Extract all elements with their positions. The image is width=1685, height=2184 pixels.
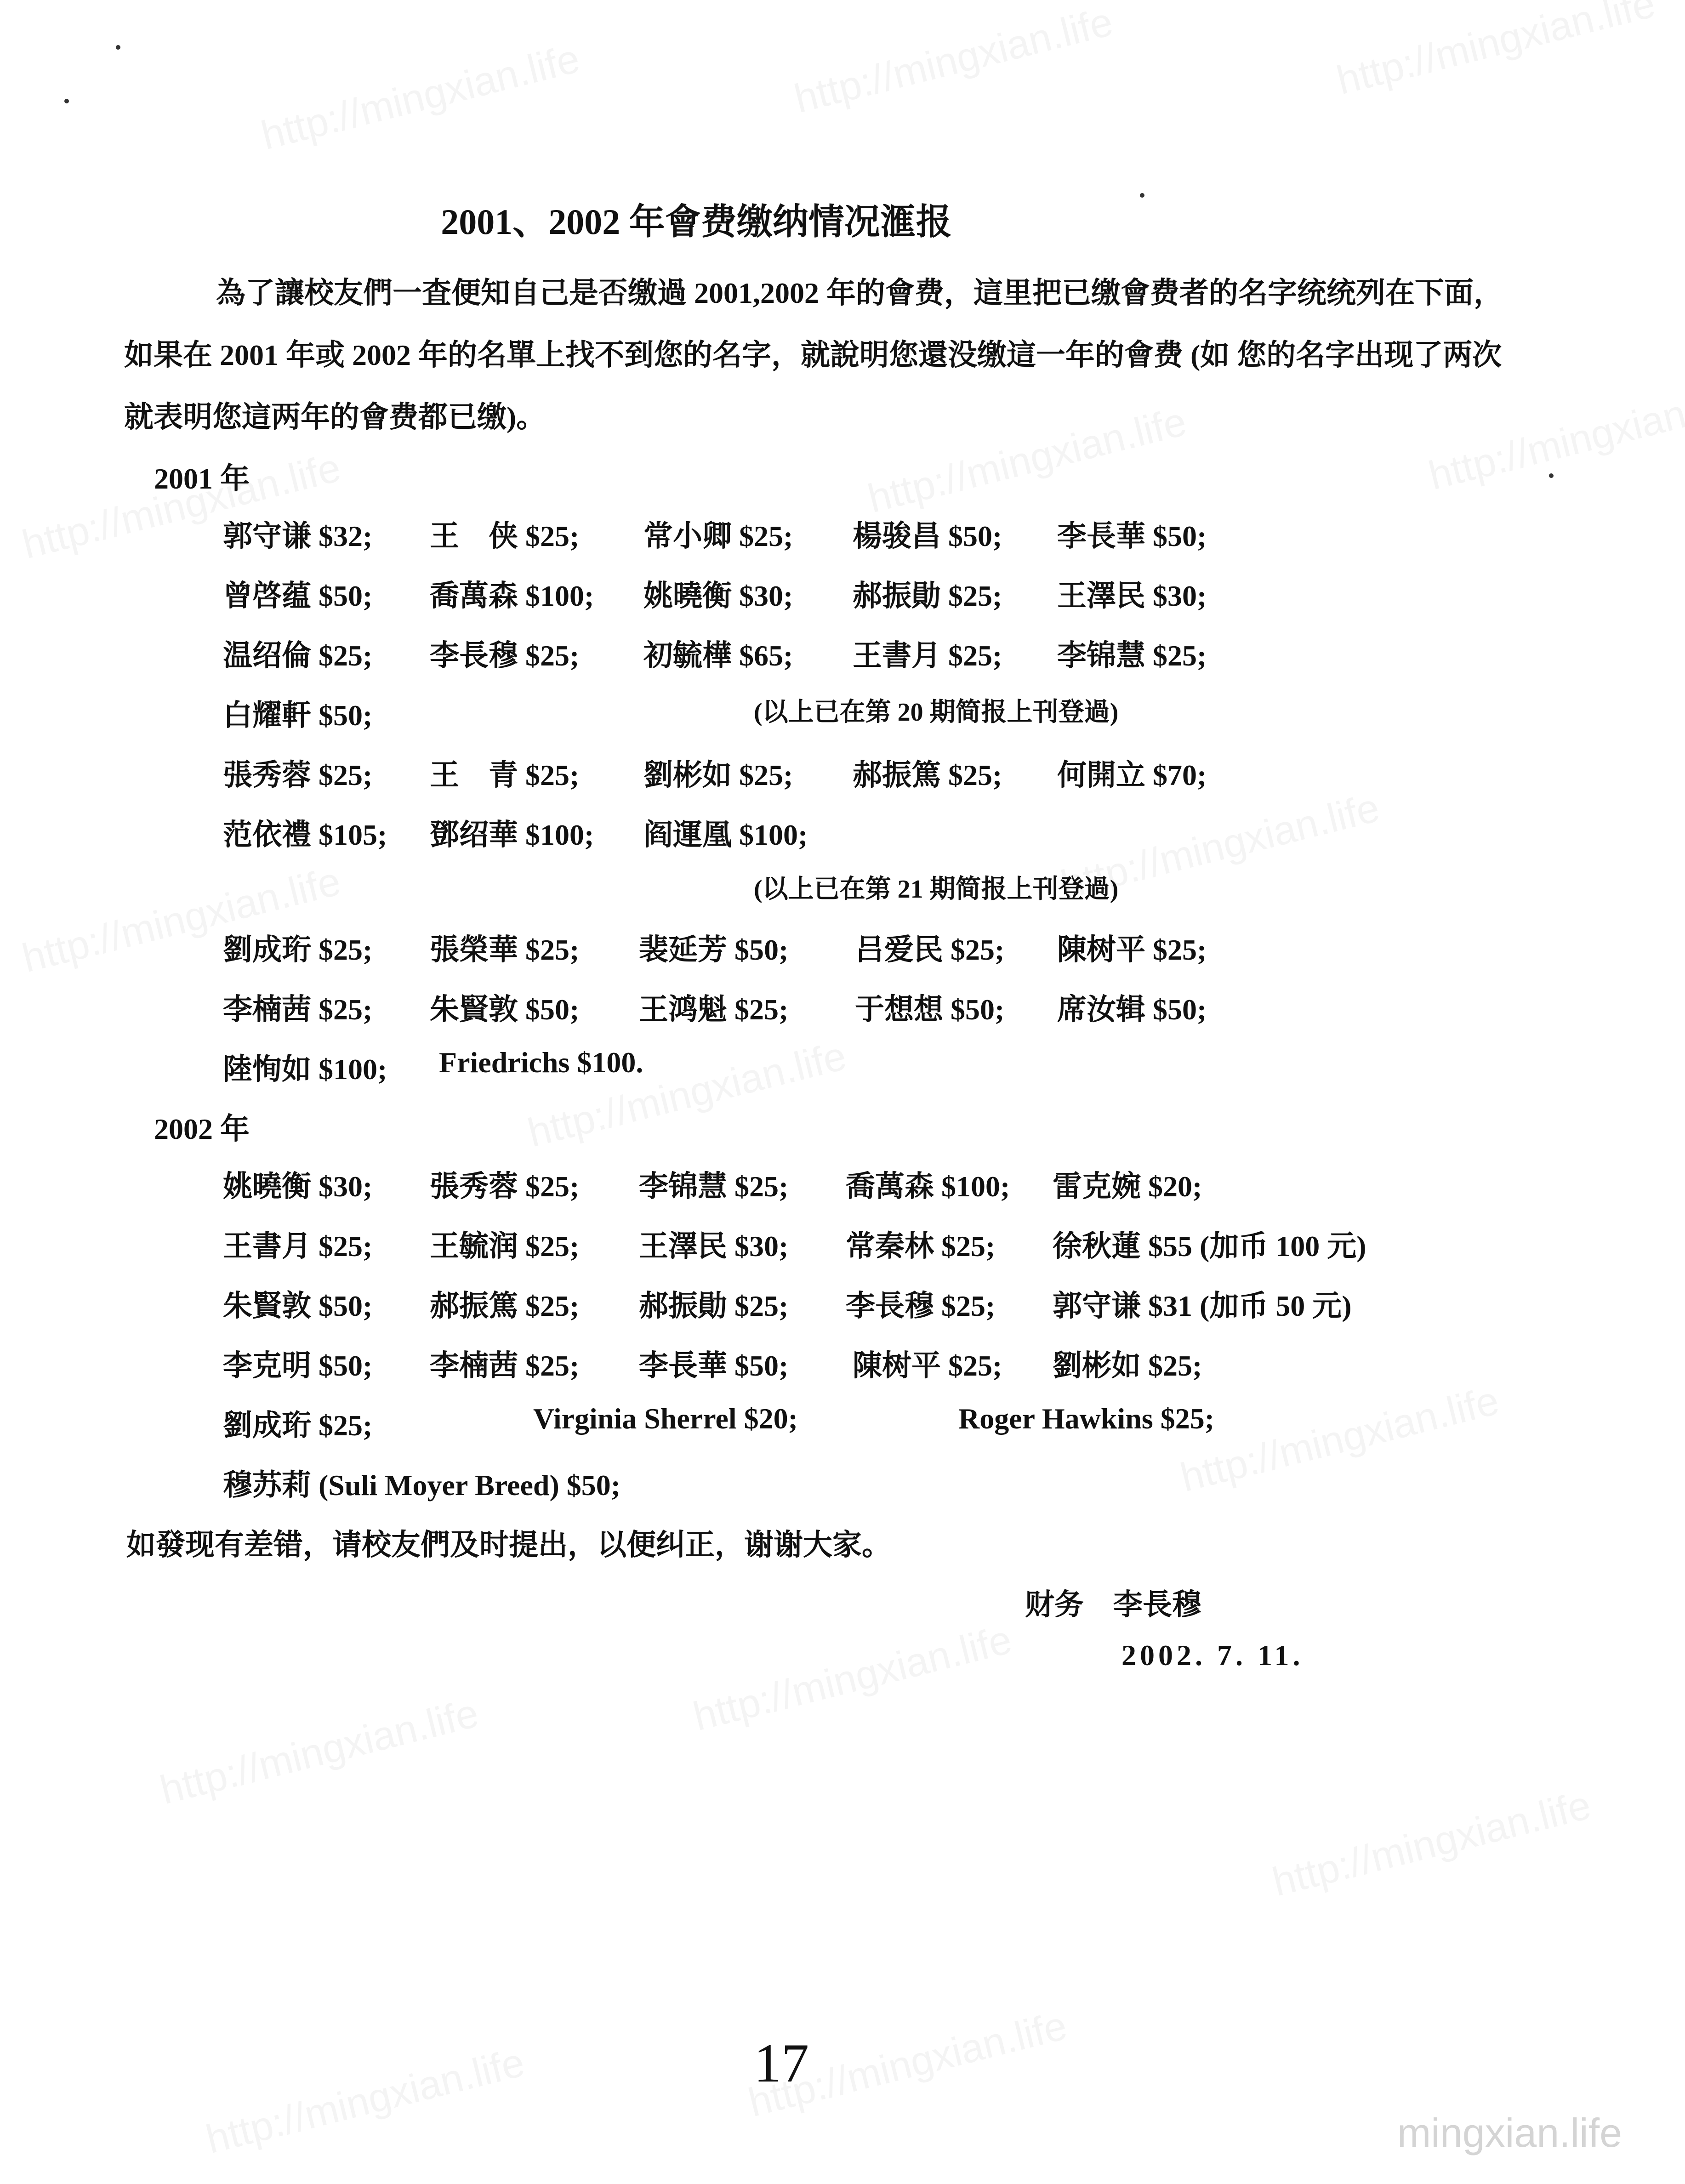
correction-note: 如發现有差错，请校友們及时提出，以便纠正，谢谢大家。 [126,1529,891,1561]
table-row [0,811,1685,862]
list-item: 劉成珩 $25; [223,933,373,966]
list-item: 劉彬如 $25; [1053,1349,1202,1382]
table-row [0,751,1685,802]
table-row [0,986,1685,1036]
list-item: 陳树平 $25; [1057,933,1207,966]
table-row [0,1046,1685,1096]
list-item: 李長華 $50; [639,1349,789,1382]
list-item: 徐秋蓮 $55 (加币 100 元) [1053,1230,1366,1263]
scan-speck [116,45,120,50]
list-item: 王澤民 $30; [639,1230,789,1263]
list-item: 張秀蓉 $25; [430,1170,580,1203]
list-item: 穆苏莉 (Suli Moyer Breed) $50; [223,1469,621,1502]
section-2001-label: 2001 年 [154,462,250,495]
list-item: 曾啓蕴 $50; [223,580,373,612]
list-item: 李長穆 $25; [430,639,580,672]
list-item: 喬萬森 $100; [430,580,594,612]
list-item: 裴延芳 $50; [639,933,789,966]
list-item: 朱賢敦 $50; [430,993,580,1026]
list-item: 李克明 $50; [223,1349,373,1382]
table-row [0,1402,1685,1452]
scan-speck [64,99,69,103]
list-item: 喬萬森 $100; [846,1170,1010,1203]
list-item: 張榮華 $25; [430,933,580,966]
watermark-logo: mingxian.life [1397,2110,1622,2156]
list-item: 劉成珩 $25; [223,1409,373,1442]
list-item: 陳树平 $25; [853,1349,1002,1382]
table-row [0,926,1685,977]
watermark-text [689,1616,1016,1740]
list-item: 王鸿魁 $25; [639,993,789,1026]
list-item: 初毓樺 $65; [643,639,793,672]
list-item: 范依禮 $105; [223,819,387,851]
list-item: Roger Hawkins $25; [958,1402,1215,1435]
list-item: 雷克婉 $20; [1053,1170,1202,1203]
note-issue-21: (以上已在第 21 期简报上刊登過) [754,875,1119,904]
list-item: 郝振篤 $25; [853,759,1002,791]
table-row [0,1163,1685,1213]
note-issue-20: (以上已在第 20 期简报上刊登過) [754,698,1119,727]
section-2002-label: 2002 年 [154,1113,250,1145]
list-item: 郭守谦 $31 (加币 50 元) [1053,1290,1352,1322]
list-item: 李楠茜 $25; [223,993,373,1026]
watermark-text [790,0,1117,122]
table-row [0,1462,1685,1512]
page-number: 17 [754,2032,809,2093]
watermark-text [256,35,584,159]
scan-speck [1140,193,1144,198]
list-item: 温绍倫 $25; [223,639,373,672]
signature-date: 2002. 7. 11. [1121,1639,1304,1672]
list-item: 李長華 $50; [1057,520,1207,552]
list-item: Virginia Sherrel $20; [533,1402,798,1435]
list-item: 王書月 $25; [223,1230,373,1263]
list-item: 郝振勛 $25; [853,580,1002,612]
list-item: 陸恂如 $100; [223,1053,387,1086]
list-item: 姚曉衡 $30; [643,580,793,612]
list-item: 常小卿 $25; [643,520,793,552]
list-item: 朱賢敦 $50; [223,1290,373,1322]
list-item: 李锦慧 $25; [1057,639,1207,672]
list-item: 何開立 $70; [1057,759,1207,791]
list-item: 席汝辑 $50; [1057,993,1207,1026]
table-row [0,1342,1685,1393]
list-item: 王毓润 $25; [430,1230,580,1263]
watermark-text [1332,0,1660,104]
list-item: 楊骏昌 $50; [853,520,1002,552]
list-item: 李锦慧 $25; [639,1170,789,1203]
list-item: Friedrichs $100. [439,1046,643,1079]
list-item: 郭守谦 $32; [223,520,373,552]
list-item: 張秀蓉 $25; [223,759,373,791]
table-row [0,632,1685,682]
list-item: 李楠茜 $25; [430,1349,580,1382]
watermark-text [155,1689,483,1814]
list-item: 郝振篤 $25; [430,1290,580,1322]
list-item: 于想想 $50; [855,993,1005,1026]
treasurer-signature: 财务 李長穆 [1025,1588,1201,1621]
list-item: 王 侠 $25; [430,520,580,552]
document-title: 2001、2002 年會费缴纳情况滙报 [441,202,952,242]
list-item: 郝振勛 $25; [639,1290,789,1322]
watermark-text [1268,1781,1595,1906]
table-row [0,1282,1685,1333]
list-item: 王澤民 $30; [1057,580,1207,612]
watermark-text [201,2039,529,2163]
list-item: 阎運凰 $100; [643,819,808,851]
intro-paragraph: 為了讓校友們一査便知自己是否缴過 2001,2002 年的會费，這里把已缴會费者的名字统统列在下面，如果在 2001 年或 2002 年的名單上找不到您的名字，就說明您還没缴這一年的會费 (如 您的名字出现了两次就表明您這两年的會费都已缴)。 [124,277,1503,433]
scan-speck [1549,473,1554,478]
list-item: 劉彬如 $25; [643,759,793,791]
list-item: 吕爱民 $25; [855,933,1005,966]
table-row [0,1223,1685,1273]
table-row [0,512,1685,563]
table-row [0,572,1685,623]
list-item: 王書月 $25; [853,639,1002,672]
list-item: 白耀軒 $50; [223,699,373,732]
list-item: 鄧绍華 $100; [430,819,594,851]
list-item: 李長穆 $25; [846,1290,996,1322]
list-item: 姚曉衡 $30; [223,1170,373,1203]
list-item: 王 青 $25; [430,759,580,791]
list-item: 常秦林 $25; [846,1230,996,1263]
